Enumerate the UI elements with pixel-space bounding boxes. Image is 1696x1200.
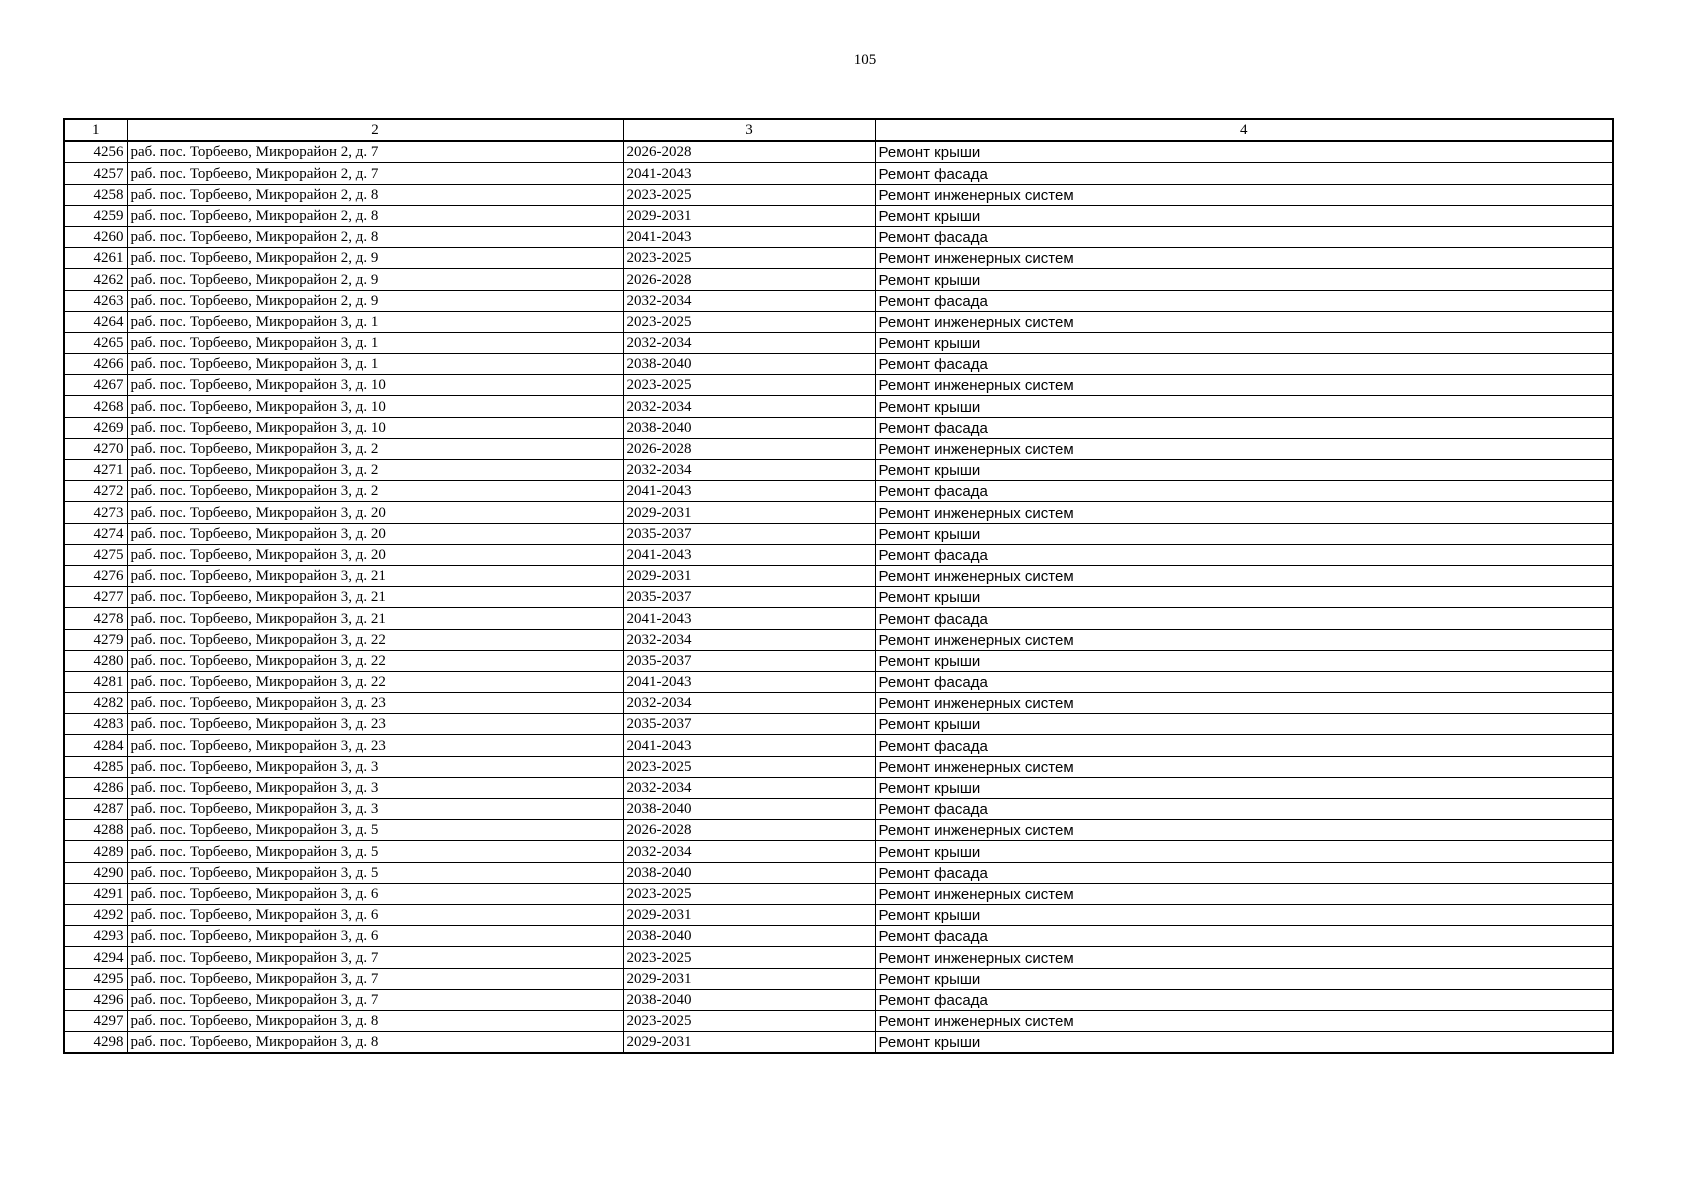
work-type-cell: Ремонт крыши xyxy=(875,587,1613,608)
row-number-cell: 4291 xyxy=(64,883,127,904)
work-type-cell: Ремонт фасада xyxy=(875,671,1613,692)
address-cell: раб. пос. Торбеево, Микрорайон 3, д. 23 xyxy=(127,735,623,756)
row-number-cell: 4289 xyxy=(64,841,127,862)
column-header-4: 4 xyxy=(875,119,1613,141)
work-type-cell: Ремонт инженерных систем xyxy=(875,756,1613,777)
period-cell: 2029-2031 xyxy=(623,502,875,523)
period-cell: 2026-2028 xyxy=(623,820,875,841)
row-number-cell: 4275 xyxy=(64,544,127,565)
row-number-cell: 4258 xyxy=(64,184,127,205)
period-cell: 2023-2025 xyxy=(623,1010,875,1031)
table-row xyxy=(64,968,1613,989)
row-number-cell: 4267 xyxy=(64,375,127,396)
period-cell: 2035-2037 xyxy=(623,714,875,735)
row-number-cell: 4298 xyxy=(64,1032,127,1054)
column-header-3: 3 xyxy=(623,119,875,141)
table-row xyxy=(64,671,1613,692)
address-cell: раб. пос. Торбеево, Микрорайон 3, д. 7 xyxy=(127,989,623,1010)
work-type-cell: Ремонт фасада xyxy=(875,354,1613,375)
row-number-cell: 4265 xyxy=(64,332,127,353)
row-number-cell: 4278 xyxy=(64,608,127,629)
work-type-cell: Ремонт инженерных систем xyxy=(875,502,1613,523)
table-row xyxy=(64,544,1613,565)
address-cell: раб. пос. Торбеево, Микрорайон 2, д. 8 xyxy=(127,226,623,247)
address-cell: раб. пос. Торбеево, Микрорайон 3, д. 22 xyxy=(127,650,623,671)
period-cell: 2023-2025 xyxy=(623,184,875,205)
row-number-cell: 4274 xyxy=(64,523,127,544)
address-cell: раб. пос. Торбеево, Микрорайон 3, д. 10 xyxy=(127,375,623,396)
table-row xyxy=(64,205,1613,226)
row-number-cell: 4271 xyxy=(64,460,127,481)
period-cell: 2023-2025 xyxy=(623,947,875,968)
address-cell: раб. пос. Торбеево, Микрорайон 3, д. 21 xyxy=(127,608,623,629)
row-number-cell: 4276 xyxy=(64,565,127,586)
address-cell: раб. пос. Торбеево, Микрорайон 2, д. 9 xyxy=(127,290,623,311)
period-cell: 2041-2043 xyxy=(623,544,875,565)
period-cell: 2041-2043 xyxy=(623,226,875,247)
work-type-cell: Ремонт крыши xyxy=(875,1032,1613,1054)
work-type-cell: Ремонт крыши xyxy=(875,714,1613,735)
work-type-cell: Ремонт крыши xyxy=(875,332,1613,353)
period-cell: 2032-2034 xyxy=(623,777,875,798)
address-cell: раб. пос. Торбеево, Микрорайон 3, д. 5 xyxy=(127,841,623,862)
address-cell: раб. пос. Торбеево, Микрорайон 3, д. 10 xyxy=(127,417,623,438)
row-number-cell: 4295 xyxy=(64,968,127,989)
work-type-cell: Ремонт крыши xyxy=(875,460,1613,481)
address-cell: раб. пос. Торбеево, Микрорайон 3, д. 7 xyxy=(127,968,623,989)
work-type-cell: Ремонт фасада xyxy=(875,163,1613,184)
row-number-cell: 4261 xyxy=(64,248,127,269)
table-row xyxy=(64,904,1613,925)
table-row xyxy=(64,799,1613,820)
period-cell: 2023-2025 xyxy=(623,248,875,269)
period-cell: 2038-2040 xyxy=(623,989,875,1010)
period-cell: 2029-2031 xyxy=(623,904,875,925)
period-cell: 2026-2028 xyxy=(623,141,875,163)
work-type-cell: Ремонт крыши xyxy=(875,141,1613,163)
address-cell: раб. пос. Торбеево, Микрорайон 3, д. 20 xyxy=(127,523,623,544)
row-number-cell: 4296 xyxy=(64,989,127,1010)
period-cell: 2029-2031 xyxy=(623,565,875,586)
work-type-cell: Ремонт фасада xyxy=(875,926,1613,947)
table-row xyxy=(64,862,1613,883)
period-cell: 2032-2034 xyxy=(623,332,875,353)
table-row xyxy=(64,756,1613,777)
period-cell: 2041-2043 xyxy=(623,735,875,756)
table-row xyxy=(64,1010,1613,1031)
work-type-cell: Ремонт крыши xyxy=(875,205,1613,226)
table-body xyxy=(64,141,1613,1053)
address-cell: раб. пос. Торбеево, Микрорайон 3, д. 6 xyxy=(127,883,623,904)
work-type-cell: Ремонт фасада xyxy=(875,608,1613,629)
row-number-cell: 4270 xyxy=(64,438,127,459)
work-type-cell: Ремонт инженерных систем xyxy=(875,438,1613,459)
row-number-cell: 4297 xyxy=(64,1010,127,1031)
work-type-cell: Ремонт крыши xyxy=(875,968,1613,989)
row-number-cell: 4257 xyxy=(64,163,127,184)
row-number-cell: 4259 xyxy=(64,205,127,226)
row-number-cell: 4262 xyxy=(64,269,127,290)
period-cell: 2023-2025 xyxy=(623,756,875,777)
address-cell: раб. пос. Торбеево, Микрорайон 3, д. 20 xyxy=(127,544,623,565)
address-cell: раб. пос. Торбеево, Микрорайон 3, д. 21 xyxy=(127,587,623,608)
table-row xyxy=(64,693,1613,714)
table-row xyxy=(64,502,1613,523)
address-cell: раб. пос. Торбеево, Микрорайон 3, д. 5 xyxy=(127,820,623,841)
table-row xyxy=(64,248,1613,269)
table-row xyxy=(64,417,1613,438)
table-row xyxy=(64,608,1613,629)
table-row xyxy=(64,375,1613,396)
table-row xyxy=(64,777,1613,798)
row-number-cell: 4269 xyxy=(64,417,127,438)
column-header-1: 1 xyxy=(64,119,127,141)
period-cell: 2023-2025 xyxy=(623,883,875,904)
period-cell: 2029-2031 xyxy=(623,205,875,226)
table-row xyxy=(64,926,1613,947)
address-cell: раб. пос. Торбеево, Микрорайон 2, д. 7 xyxy=(127,163,623,184)
table-row xyxy=(64,841,1613,862)
address-cell: раб. пос. Торбеево, Микрорайон 2, д. 9 xyxy=(127,248,623,269)
address-cell: раб. пос. Торбеево, Микрорайон 2, д. 8 xyxy=(127,205,623,226)
work-type-cell: Ремонт инженерных систем xyxy=(875,883,1613,904)
work-type-cell: Ремонт инженерных систем xyxy=(875,947,1613,968)
row-number-cell: 4286 xyxy=(64,777,127,798)
table-row xyxy=(64,460,1613,481)
period-cell: 2032-2034 xyxy=(623,693,875,714)
page-number: 105 xyxy=(853,52,877,68)
row-number-cell: 4260 xyxy=(64,226,127,247)
period-cell: 2038-2040 xyxy=(623,417,875,438)
work-type-cell: Ремонт фасада xyxy=(875,481,1613,502)
table-row xyxy=(64,438,1613,459)
row-number-cell: 4273 xyxy=(64,502,127,523)
address-cell: раб. пос. Торбеево, Микрорайон 3, д. 7 xyxy=(127,947,623,968)
table-row xyxy=(64,184,1613,205)
row-number-cell: 4290 xyxy=(64,862,127,883)
address-cell: раб. пос. Торбеево, Микрорайон 3, д. 1 xyxy=(127,332,623,353)
row-number-cell: 4272 xyxy=(64,481,127,502)
table-row xyxy=(64,481,1613,502)
row-number-cell: 4280 xyxy=(64,650,127,671)
row-number-cell: 4287 xyxy=(64,799,127,820)
period-cell: 2038-2040 xyxy=(623,354,875,375)
table-row xyxy=(64,883,1613,904)
table-row xyxy=(64,735,1613,756)
row-number-cell: 4268 xyxy=(64,396,127,417)
address-cell: раб. пос. Торбеево, Микрорайон 3, д. 22 xyxy=(127,671,623,692)
row-number-cell: 4256 xyxy=(64,141,127,163)
address-cell: раб. пос. Торбеево, Микрорайон 3, д. 3 xyxy=(127,756,623,777)
table-row xyxy=(64,354,1613,375)
column-header-2: 2 xyxy=(127,119,623,141)
address-cell: раб. пос. Торбеево, Микрорайон 3, д. 2 xyxy=(127,460,623,481)
table-row xyxy=(64,163,1613,184)
work-type-cell: Ремонт фасада xyxy=(875,799,1613,820)
table-row xyxy=(64,565,1613,586)
address-cell: раб. пос. Торбеево, Микрорайон 3, д. 5 xyxy=(127,862,623,883)
work-type-cell: Ремонт инженерных систем xyxy=(875,820,1613,841)
table-header-row xyxy=(64,119,1613,141)
work-type-cell: Ремонт фасада xyxy=(875,989,1613,1010)
period-cell: 2035-2037 xyxy=(623,587,875,608)
work-type-cell: Ремонт инженерных систем xyxy=(875,311,1613,332)
work-type-cell: Ремонт фасада xyxy=(875,226,1613,247)
row-number-cell: 4279 xyxy=(64,629,127,650)
row-number-cell: 4264 xyxy=(64,311,127,332)
row-number-cell: 4284 xyxy=(64,735,127,756)
work-type-cell: Ремонт инженерных систем xyxy=(875,693,1613,714)
address-cell: раб. пос. Торбеево, Микрорайон 3, д. 6 xyxy=(127,926,623,947)
row-number-cell: 4292 xyxy=(64,904,127,925)
address-cell: раб. пос. Торбеево, Микрорайон 3, д. 3 xyxy=(127,799,623,820)
work-type-cell: Ремонт фасада xyxy=(875,862,1613,883)
period-cell: 2035-2037 xyxy=(623,523,875,544)
table-row xyxy=(64,311,1613,332)
period-cell: 2023-2025 xyxy=(623,375,875,396)
period-cell: 2041-2043 xyxy=(623,671,875,692)
period-cell: 2038-2040 xyxy=(623,862,875,883)
address-cell: раб. пос. Торбеево, Микрорайон 3, д. 6 xyxy=(127,904,623,925)
row-number-cell: 4294 xyxy=(64,947,127,968)
address-cell: раб. пос. Торбеево, Микрорайон 3, д. 10 xyxy=(127,396,623,417)
period-cell: 2032-2034 xyxy=(623,841,875,862)
row-number-cell: 4282 xyxy=(64,693,127,714)
address-cell: раб. пос. Торбеево, Микрорайон 3, д. 22 xyxy=(127,629,623,650)
work-type-cell: Ремонт крыши xyxy=(875,904,1613,925)
table-row xyxy=(64,396,1613,417)
address-cell: раб. пос. Торбеево, Микрорайон 3, д. 1 xyxy=(127,311,623,332)
table-row xyxy=(64,523,1613,544)
work-type-cell: Ремонт крыши xyxy=(875,777,1613,798)
work-type-cell: Ремонт крыши xyxy=(875,523,1613,544)
table-row xyxy=(64,650,1613,671)
row-number-cell: 4263 xyxy=(64,290,127,311)
table-row xyxy=(64,332,1613,353)
table-row xyxy=(64,714,1613,735)
table-row xyxy=(64,587,1613,608)
period-cell: 2038-2040 xyxy=(623,799,875,820)
work-type-cell: Ремонт инженерных систем xyxy=(875,248,1613,269)
table-row xyxy=(64,141,1613,163)
period-cell: 2032-2034 xyxy=(623,629,875,650)
work-type-cell: Ремонт инженерных систем xyxy=(875,375,1613,396)
row-number-cell: 4266 xyxy=(64,354,127,375)
address-cell: раб. пос. Торбеево, Микрорайон 3, д. 23 xyxy=(127,714,623,735)
work-type-cell: Ремонт инженерных систем xyxy=(875,184,1613,205)
address-cell: раб. пос. Торбеево, Микрорайон 3, д. 2 xyxy=(127,481,623,502)
work-type-cell: Ремонт инженерных систем xyxy=(875,629,1613,650)
period-cell: 2041-2043 xyxy=(623,608,875,629)
row-number-cell: 4288 xyxy=(64,820,127,841)
period-cell: 2026-2028 xyxy=(623,438,875,459)
work-type-cell: Ремонт крыши xyxy=(875,650,1613,671)
table-row xyxy=(64,226,1613,247)
row-number-cell: 4285 xyxy=(64,756,127,777)
address-cell: раб. пос. Торбеево, Микрорайон 3, д. 20 xyxy=(127,502,623,523)
address-cell: раб. пос. Торбеево, Микрорайон 2, д. 8 xyxy=(127,184,623,205)
work-type-cell: Ремонт крыши xyxy=(875,841,1613,862)
period-cell: 2032-2034 xyxy=(623,460,875,481)
period-cell: 2032-2034 xyxy=(623,290,875,311)
row-number-cell: 4283 xyxy=(64,714,127,735)
address-cell: раб. пос. Торбеево, Микрорайон 3, д. 21 xyxy=(127,565,623,586)
row-number-cell: 4277 xyxy=(64,587,127,608)
table-row xyxy=(64,820,1613,841)
work-type-cell: Ремонт крыши xyxy=(875,396,1613,417)
row-number-cell: 4293 xyxy=(64,926,127,947)
table-row xyxy=(64,989,1613,1010)
work-type-cell: Ремонт инженерных систем xyxy=(875,1010,1613,1031)
table-row xyxy=(64,290,1613,311)
period-cell: 2029-2031 xyxy=(623,1032,875,1054)
period-cell: 2041-2043 xyxy=(623,481,875,502)
period-cell: 2041-2043 xyxy=(623,163,875,184)
address-cell: раб. пос. Торбеево, Микрорайон 3, д. 23 xyxy=(127,693,623,714)
period-cell: 2029-2031 xyxy=(623,968,875,989)
address-cell: раб. пос. Торбеево, Микрорайон 3, д. 1 xyxy=(127,354,623,375)
work-type-cell: Ремонт инженерных систем xyxy=(875,565,1613,586)
address-cell: раб. пос. Торбеево, Микрорайон 2, д. 7 xyxy=(127,141,623,163)
period-cell: 2038-2040 xyxy=(623,926,875,947)
repair-schedule-table xyxy=(63,118,1614,1054)
period-cell: 2035-2037 xyxy=(623,650,875,671)
work-type-cell: Ремонт крыши xyxy=(875,269,1613,290)
period-cell: 2032-2034 xyxy=(623,396,875,417)
address-cell: раб. пос. Торбеево, Микрорайон 3, д. 2 xyxy=(127,438,623,459)
address-cell: раб. пос. Торбеево, Микрорайон 3, д. 3 xyxy=(127,777,623,798)
work-type-cell: Ремонт фасада xyxy=(875,544,1613,565)
period-cell: 2026-2028 xyxy=(623,269,875,290)
address-cell: раб. пос. Торбеево, Микрорайон 2, д. 9 xyxy=(127,269,623,290)
address-cell: раб. пос. Торбеево, Микрорайон 3, д. 8 xyxy=(127,1032,623,1054)
table-row xyxy=(64,269,1613,290)
row-number-cell: 4281 xyxy=(64,671,127,692)
table-row xyxy=(64,947,1613,968)
period-cell: 2023-2025 xyxy=(623,311,875,332)
work-type-cell: Ремонт фасада xyxy=(875,290,1613,311)
table-row xyxy=(64,1032,1613,1054)
work-type-cell: Ремонт фасада xyxy=(875,735,1613,756)
table-row xyxy=(64,629,1613,650)
work-type-cell: Ремонт фасада xyxy=(875,417,1613,438)
address-cell: раб. пос. Торбеево, Микрорайон 3, д. 8 xyxy=(127,1010,623,1031)
